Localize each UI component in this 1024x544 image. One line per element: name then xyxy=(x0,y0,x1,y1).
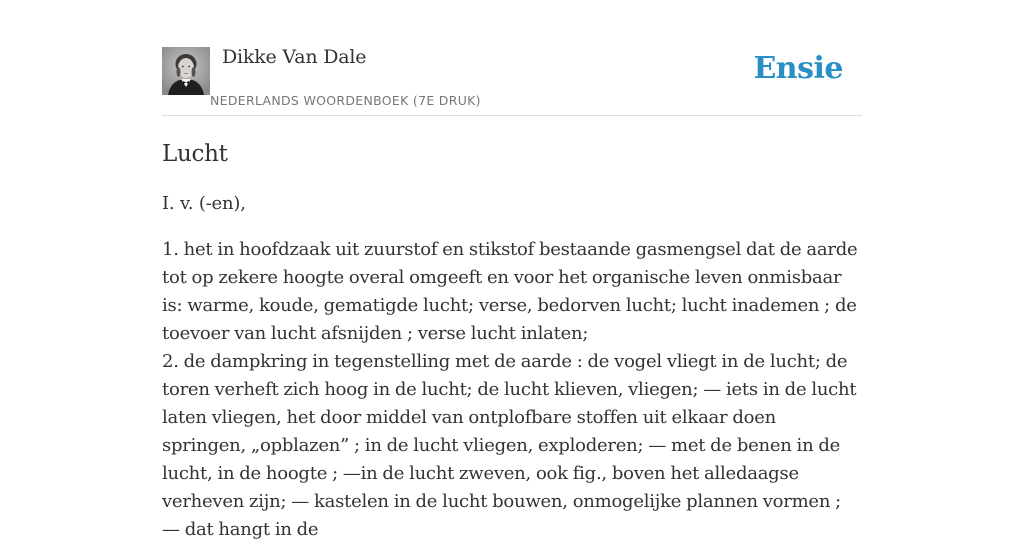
portrait-icon xyxy=(162,47,210,95)
source-title[interactable]: Dikke Van Dale xyxy=(222,46,367,68)
entry-grammar: I. v. (-en), xyxy=(162,193,246,214)
avatar xyxy=(162,47,210,95)
source-subtitle: NEDERLANDS WOORDENBOEK (7E DRUK) xyxy=(210,93,481,108)
source-header xyxy=(162,46,862,116)
header-divider xyxy=(162,115,862,116)
entry-definition xyxy=(162,236,862,544)
definition-sense-1: 1. het in hoofdzaak uit zuurstof en stikstof bestaande gasmengsel dat de aarde tot op zekere hoogte overal omgeeft en voor het organische leven onmisbaar is: warme, koude, gematigde lucht; verse, bedorven lucht; lucht inademen ; de toevoer van lucht afsnijden ; verse lucht inlaten; xyxy=(162,239,858,344)
brand-logo-link[interactable]: Ensie xyxy=(753,51,843,86)
definition-sense-2: 2. de dampkring in tegenstelling met de aarde : de vogel vliegt in de lucht; de toren verheft zich hoog in de lucht; de lucht klieven, vliegen; — iets in de lucht laten vliegen, het door middel van ontplofbare stoffen uit elkaar doen springen, „opblazen” ; in de lucht vliegen, exploderen; — met de benen in de lucht, in de hoogte ; —in de lucht zweven, ook fig., boven het alledaagse verheven zijn; — kastelen in de lucht bouwen, onmogelijke plannen vormen ; — dat hangt in de xyxy=(162,351,857,540)
entry-content xyxy=(162,138,862,544)
entry-word-title: Lucht xyxy=(162,141,228,167)
